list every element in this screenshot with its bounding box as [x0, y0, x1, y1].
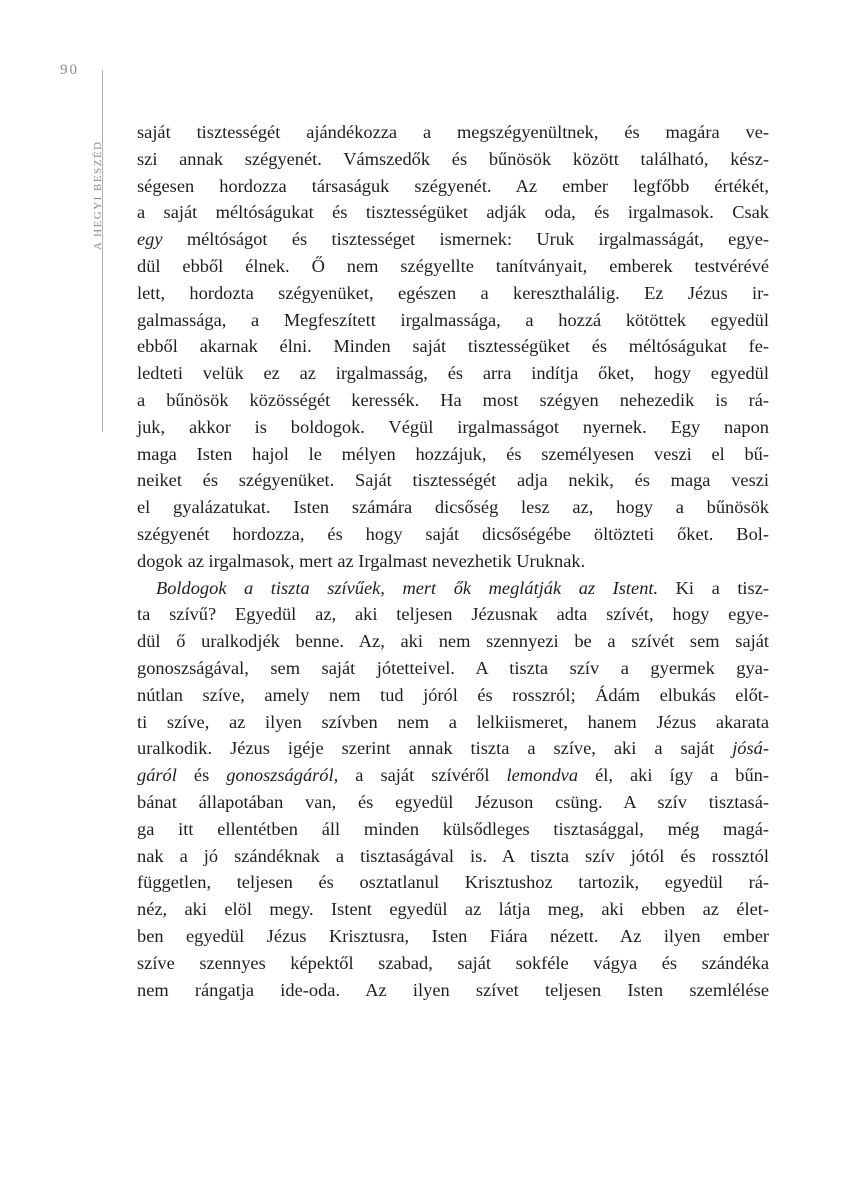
text-line: a saját méltóságukat és tisztességüket adják oda, és irgalmasok. Csak: [137, 202, 769, 223]
text-line: ben egyedül Jézus Krisztusra, Isten Fiára nézett. Az ilyen ember: [137, 925, 769, 946]
text-span: , a saját szívéről: [333, 765, 507, 786]
text-span: méltóságot és tisztességet ismernek: Uruk irgalmasságát, egye-: [162, 229, 769, 250]
text-line: szi annak szégyenét. Vámszedők és bűnösök között található, kész-: [137, 148, 769, 169]
running-head: A HEGYI BESZÉD: [92, 140, 104, 250]
text-line: néz, aki elöl megy. Istent egyedül az látja meg, aki ebben az élet-: [137, 899, 769, 920]
text-line: bánat állapotában van, és egyedül Jézuson csüng. A szív tisztasá-: [137, 791, 769, 812]
text-line: szíve szennyes képektől szabad, saját sokféle vágya és szándéka: [137, 952, 769, 973]
text-span: uralkodik. Jézus igéje szerint annak tiszta a szíve, aki a saját: [137, 738, 715, 759]
text-line: nútlan szíve, amely nem tud jóról és rosszról; Ádám elbukás előt-: [137, 684, 769, 705]
text-line: juk, akkor is boldogok. Végül irgalmasságot nyernek. Egy napon: [137, 416, 769, 437]
text-line: [137, 735, 769, 762]
text-line: gonoszságával, sem saját jótetteivel. A tiszta szív a gyermek gya-: [137, 657, 769, 678]
text-span: él, aki így a bűn-: [578, 765, 770, 786]
text-line: lett, hordozta szégyenüket, egészen a kereszthalálig. Ez Jézus ir-: [137, 282, 769, 303]
text-line: ta szívű? Egyedül az, aki teljesen Jézusnak adta szívét, hogy egye-: [137, 604, 769, 625]
text-line: ségesen hordozza társaságuk szégyenét. Az ember legfőbb értékét,: [137, 175, 769, 196]
emphasis: jósá-: [732, 738, 769, 759]
text-line: nem rángatja ide-oda. Az ilyen szívet teljesen Isten szemlélése: [137, 979, 769, 1000]
emphasis: gáról: [137, 765, 177, 786]
text-line: dül ebből élnek. Ő nem szégyellte tanítványait, emberek testvérévé: [137, 255, 769, 276]
text-line: [137, 226, 769, 253]
text-line: a bűnösök közösségét keressék. Ha most szégyen nehezedik is rá-: [137, 389, 769, 410]
text-span: és: [176, 765, 227, 786]
text-line: neiket és szégyenüket. Saját tisztességét adja nekik, és maga veszi: [137, 470, 769, 491]
page-number: 90: [60, 62, 79, 78]
paragraph-end-line: dogok az irgalmasok, mert az Irgalmast nevezhetik Uruknak.: [137, 550, 586, 571]
text-line: ebből akarnak élni. Minden saját tisztességüket és méltóságukat fe-: [137, 336, 769, 357]
emphasis: gonoszságáról: [226, 765, 334, 786]
text-line: nak a jó szándéknak a tisztaságával is. A tiszta szív jótól és rossztól: [137, 845, 769, 866]
body-text: [137, 119, 769, 1003]
emphasis: egy: [137, 229, 163, 250]
text-line: el gyalázatukat. Isten számára dicsőség lesz az, hogy a bűnösök: [137, 497, 769, 518]
emphasis-beatitude: Boldogok a tiszta szívűek, mert ők meglátják az Istent.: [156, 577, 659, 598]
text-line: ti szíve, az ilyen szívben nem a lelkiismeret, hanem Jézus akarata: [137, 711, 769, 732]
text-line: saját tisztességét ajándékozza a megszégyenültnek, és magára ve-: [137, 122, 769, 142]
text-line: maga Isten hajol le mélyen hozzájuk, és személyesen veszi el bű-: [137, 443, 769, 464]
text-line: ledteti velük ez az irgalmasság, és arra indítja őket, hogy egyedül: [137, 363, 769, 384]
emphasis: lemondva: [506, 765, 579, 786]
text-line: [137, 762, 769, 789]
text-span: Ki a tisz-: [658, 577, 769, 598]
paragraph-start-line: [137, 575, 769, 602]
text-line: független, teljesen és osztatlanul Krisztushoz tartozik, egyedül rá-: [137, 872, 769, 893]
text-line: szégyenét hordozza, és hogy saját dicsőségébe öltözteti őket. Bol-: [137, 523, 769, 544]
text-line: dül ő uralkodjék benne. Az, aki nem szennyezi be a szívét sem saját: [137, 631, 769, 652]
text-line: ga itt ellentétben áll minden külsődleges tisztasággal, még magá-: [137, 818, 769, 839]
text-line: galmassága, a Megfeszített irgalmassága, a hozzá kötöttek egyedül: [137, 309, 769, 330]
